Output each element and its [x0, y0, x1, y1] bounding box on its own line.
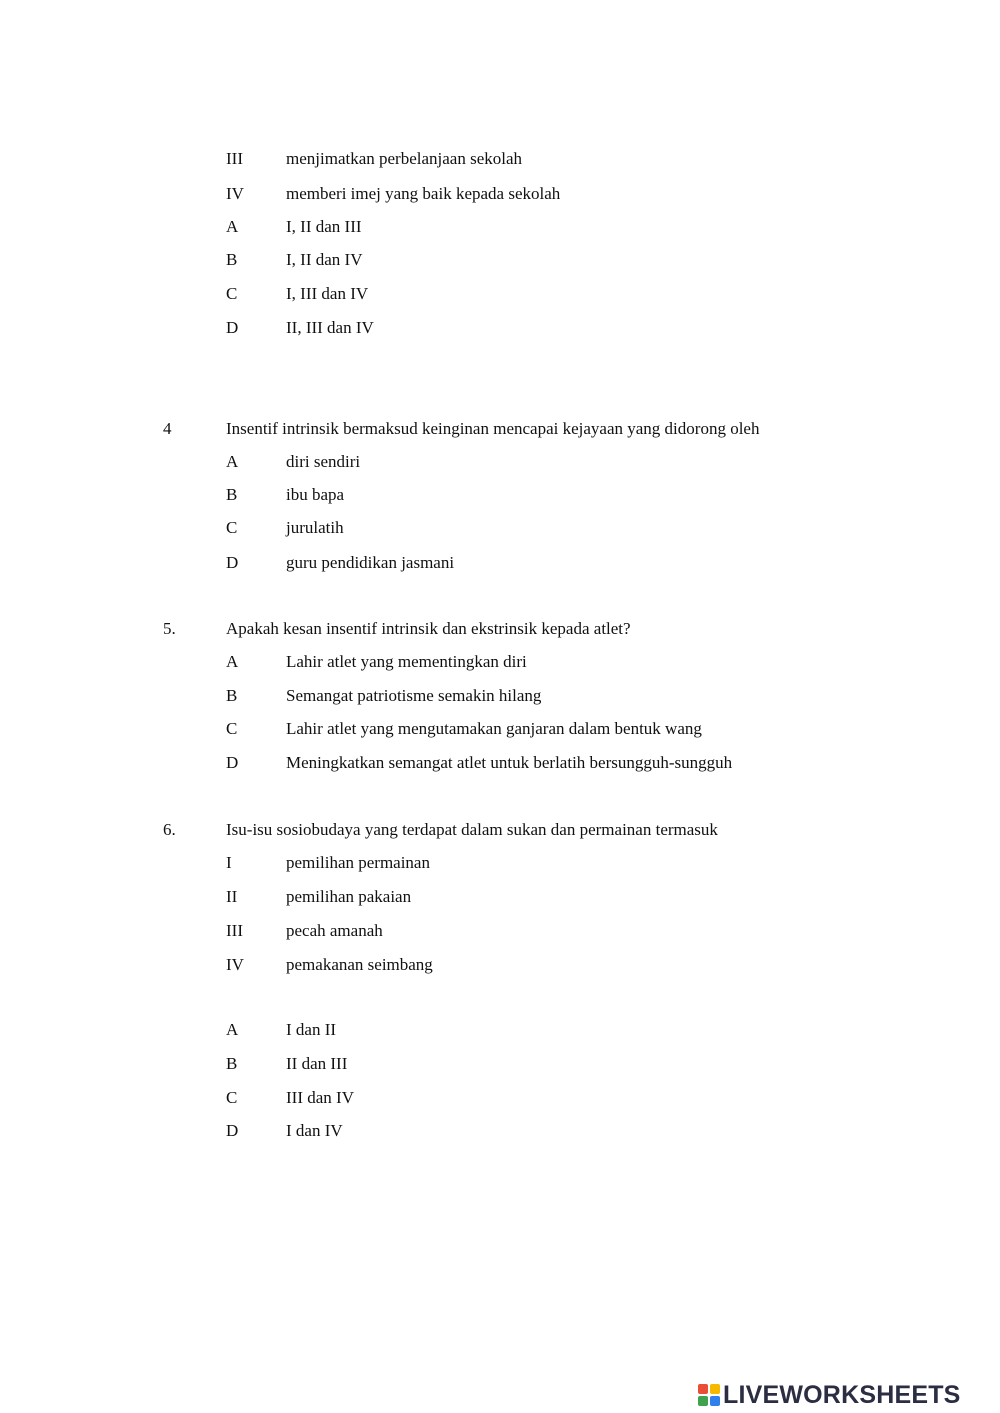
option-text: I, III dan IV	[286, 284, 369, 303]
option-label: C	[226, 719, 238, 738]
logo-square	[710, 1384, 720, 1394]
question-number: 4	[163, 419, 172, 438]
option-label: C	[226, 284, 238, 303]
question-text: Apakah kesan insentif intrinsik dan ekstrinsik kepada atlet?	[226, 619, 631, 638]
option-label: C	[226, 518, 238, 537]
statement-label: III	[226, 921, 243, 940]
option-label: A	[226, 652, 239, 671]
question-number: 6.	[163, 820, 176, 839]
question-text: Isu-isu sosiobudaya yang terdapat dalam sukan dan permainan termasuk	[226, 820, 718, 839]
statement-text: pemilihan pakaian	[286, 887, 412, 906]
brand-name: LIVEWORKSHEETS	[723, 1380, 961, 1409]
option-label: B	[226, 686, 238, 705]
option-label: C	[226, 1088, 238, 1107]
option-label: D	[226, 1121, 239, 1140]
option-text: ibu bapa	[286, 485, 345, 504]
option-label: D	[226, 753, 239, 772]
option-label: A	[226, 1020, 239, 1039]
logo-square	[710, 1396, 720, 1406]
option-label: A	[226, 217, 239, 236]
statement-text: memberi imej yang baik kepada sekolah	[286, 184, 561, 203]
option-text: III dan IV	[286, 1088, 354, 1107]
option-text: jurulatih	[286, 518, 344, 537]
statement-label: III	[226, 149, 243, 168]
question-text: Insentif intrinsik bermaksud keinginan mencapai kejayaan yang didorong oleh	[226, 419, 760, 438]
logo-square	[698, 1396, 708, 1406]
option-text: Lahir atlet yang mengutamakan ganjaran dalam bentuk wang	[286, 719, 702, 738]
question-number: 5.	[163, 619, 176, 638]
statement-text: pemilihan permainan	[286, 853, 430, 872]
option-text: II dan III	[286, 1054, 348, 1073]
statement-label: I	[226, 853, 232, 872]
option-text: II, III dan IV	[286, 318, 374, 337]
option-text: Semangat patriotisme semakin hilang	[286, 686, 542, 705]
option-text: Meningkatkan semangat atlet untuk berlatih bersungguh-sungguh	[286, 753, 733, 772]
liveworksheets-brand[interactable]	[698, 1382, 961, 1408]
option-label: D	[226, 553, 239, 572]
statement-label: IV	[226, 184, 244, 203]
option-text: Lahir atlet yang mementingkan diri	[286, 652, 527, 671]
option-label: B	[226, 250, 238, 269]
option-text: I, II dan III	[286, 217, 362, 236]
option-text: I dan II	[286, 1020, 337, 1039]
option-label: B	[226, 485, 238, 504]
option-label: D	[226, 318, 239, 337]
statement-text: pemakanan seimbang	[286, 955, 433, 974]
logo-square	[698, 1384, 708, 1394]
option-text: I dan IV	[286, 1121, 343, 1140]
option-label: B	[226, 1054, 238, 1073]
statement-text: menjimatkan perbelanjaan sekolah	[286, 149, 523, 168]
option-text: guru pendidikan jasmani	[286, 553, 455, 572]
option-text: diri sendiri	[286, 452, 361, 471]
statement-label: IV	[226, 955, 244, 974]
statement-label: II	[226, 887, 238, 906]
option-text: I, II dan IV	[286, 250, 363, 269]
option-label: A	[226, 452, 239, 471]
liveworksheets-logo-icon	[698, 1384, 720, 1406]
statement-text: pecah amanah	[286, 921, 383, 940]
